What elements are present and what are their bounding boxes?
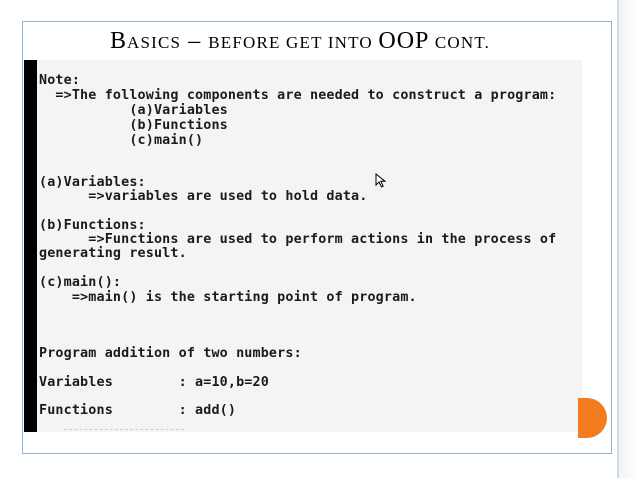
screenshot-bottom-line <box>64 429 184 432</box>
screenshot-left-border <box>24 60 37 432</box>
title-oop: OOP <box>378 28 430 54</box>
title-initial: B <box>110 28 128 54</box>
code-line: Variables : a=10,b=20 <box>39 375 269 390</box>
code-line: =>The following components are needed to construct a program: <box>39 88 557 103</box>
code-line: =>variables are used to hold data. <box>39 189 368 204</box>
code-line: =>main() is the starting point of program. <box>39 290 417 305</box>
code-line: generating result. <box>39 246 187 261</box>
title-word-basics: ASICS <box>127 33 182 52</box>
title-cont: CONT. <box>429 33 491 52</box>
code-line: (b)Functions: <box>39 218 146 233</box>
code-line: (a)Variables: <box>39 175 146 190</box>
code-line: Functions : add() <box>39 403 237 418</box>
code-line: (c)main() <box>39 133 204 148</box>
code-line: Program addition of two numbers: <box>39 346 302 361</box>
code-line: Note: <box>39 73 81 88</box>
right-decor-shadow <box>619 0 638 478</box>
code-line: (a)Variables <box>39 103 228 118</box>
code-screenshot <box>24 60 582 432</box>
mouse-pointer-icon <box>375 173 387 188</box>
code-line: (b)Functions <box>39 118 228 133</box>
code-line: (c)main(): <box>39 275 122 290</box>
code-line: =>Functions are used to perform actions in the process of <box>39 232 557 247</box>
title-dash: – <box>181 28 209 54</box>
title-phrase: BEFORE GET INTO <box>208 33 379 52</box>
slide-title <box>110 28 490 55</box>
